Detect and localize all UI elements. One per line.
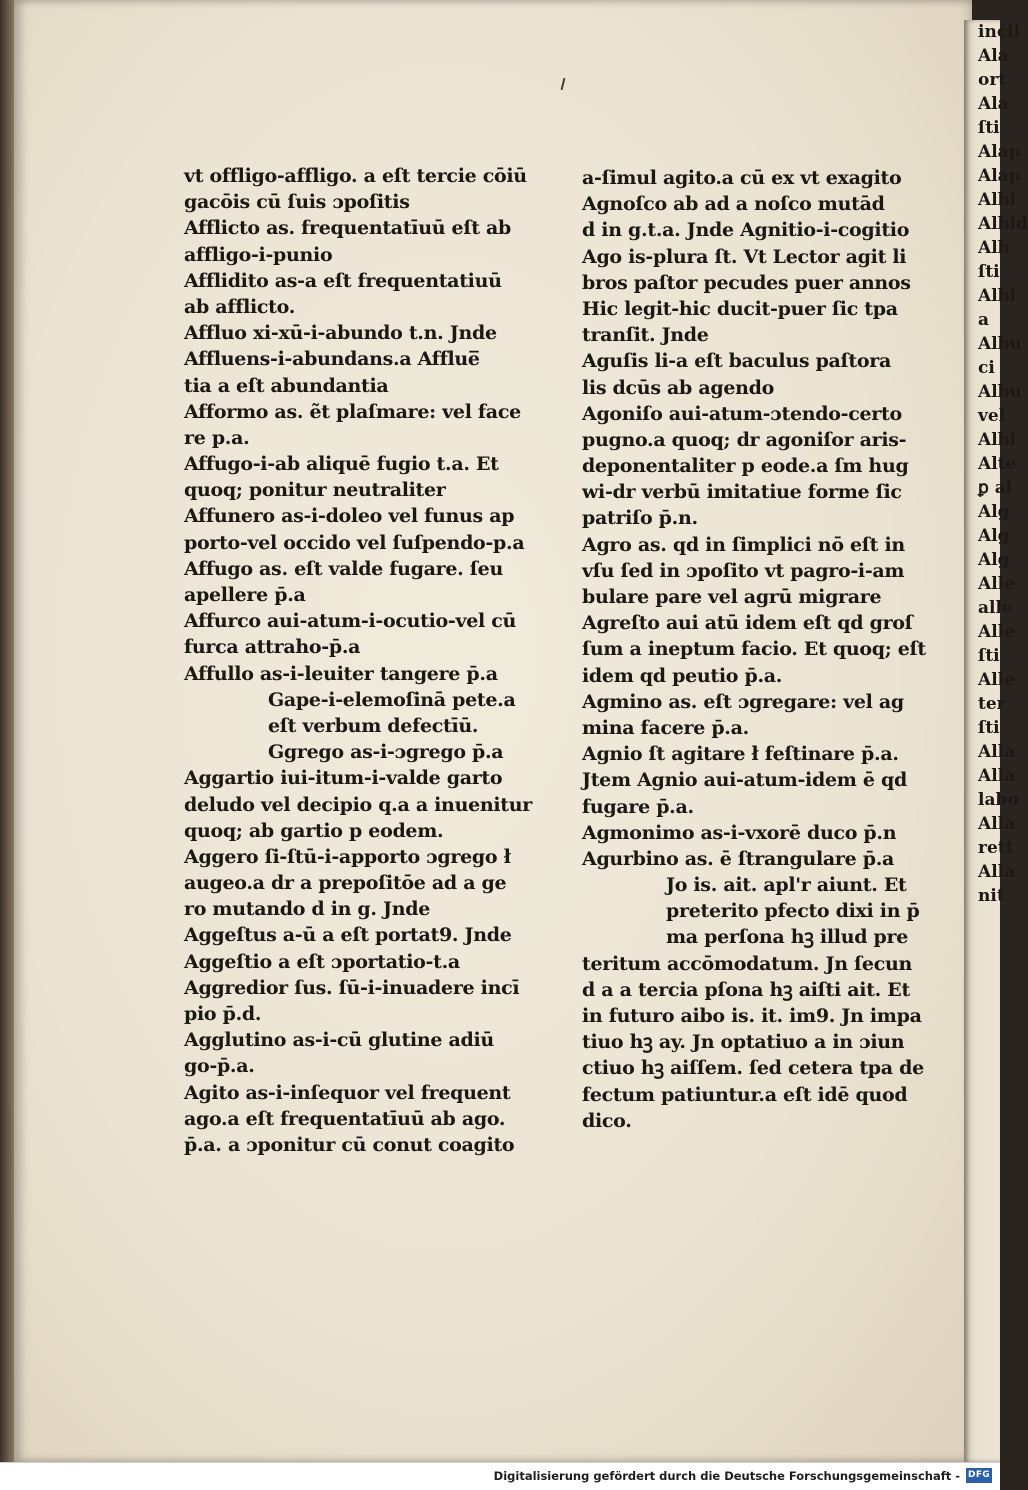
left-column-line: Affurco aui-atum-i-ocutio-vel cū xyxy=(184,610,517,633)
page-mark xyxy=(561,78,566,90)
adjacent-page-fragment: ci xyxy=(978,358,995,378)
left-column-line: deludo vel decipio q.a a inuenitur xyxy=(184,793,533,816)
adjacent-page-fragment: ſti xyxy=(978,718,1000,738)
adjacent-page-fragment: Ala xyxy=(978,94,1009,114)
right-column-line: a-ſimul agito.a cū ex vt exagito xyxy=(582,167,902,189)
right-text-column xyxy=(582,165,926,1134)
adjacent-page-fragment: Alla xyxy=(978,862,1016,882)
adjacent-page-fragment: Alg xyxy=(978,502,1010,522)
adjacent-page-fragment: Albid xyxy=(978,214,1028,234)
left-column-line: ab afflicto. xyxy=(184,295,296,318)
right-column-line: ma perſona hꝫ illud pre xyxy=(666,926,908,949)
left-text-column xyxy=(184,163,533,1158)
adjacent-page-fragment: Albi xyxy=(978,286,1016,306)
left-column-line: vt offligo-affligo. a eſt tercie cōiū xyxy=(184,165,527,187)
adjacent-page-fragment: labo xyxy=(978,790,1019,810)
right-column-line: d a a tercia pſona hꝫ aiſti ait. Et xyxy=(582,978,910,1001)
left-column-line: ro mutando d in g. Jnde xyxy=(184,898,431,921)
right-column-line: tranſit. Jnde xyxy=(582,324,709,347)
adjacent-page-fragment: Alle xyxy=(978,574,1015,594)
left-column-line: Aggeſtus a-ū a eſt portat9. Jnde xyxy=(184,924,512,947)
funding-credit: Digitalisierung gefördert durch die Deutsche Forschungsgemeinschaft - xyxy=(493,1469,960,1483)
right-column-line: bulare pare vel agrū migrare xyxy=(582,586,882,608)
adjacent-page-fragment: ſti xyxy=(978,118,1000,138)
left-column-line: Aggeſtio a eſt ɔportatio-t.a xyxy=(184,950,460,973)
adjacent-page-fragment: Alg xyxy=(978,550,1010,570)
left-column-line: gacōis cū ſuis ɔpoſitis xyxy=(184,191,410,214)
adjacent-page-fragment: Alap xyxy=(978,166,1021,186)
right-column-line: deponentaliter p eode.a ſm hug xyxy=(582,455,909,478)
right-column-line: dico. xyxy=(582,1109,632,1132)
adjacent-page-fragment: Ala xyxy=(978,46,1009,66)
left-column-line: porto-vel occido vel ſuſpendo-p.a xyxy=(184,531,525,554)
adjacent-page-fragment: ter xyxy=(978,694,1006,714)
adjacent-page-fragment: ort xyxy=(978,70,1007,90)
adjacent-page-fragment: Albu xyxy=(978,382,1022,402)
right-column-line: Ago is-plura ſt. Vt Lector agit li xyxy=(582,245,907,268)
left-column-line: Affullo as-i-leuiter tangere p̄.a xyxy=(184,662,498,685)
adjacent-page-fragment: Alla xyxy=(978,814,1016,834)
left-column-line: pio p̄.d. xyxy=(184,1003,262,1025)
left-column-line: Aggredior ſus. ſū-i-inuadere incī xyxy=(184,976,520,999)
left-column-line: eſt verbum defectīū. xyxy=(268,714,479,737)
left-column-line: furca attraho-p̄.a xyxy=(184,636,361,659)
left-column-line: Affugo-i-ab aliquē fugio t.a. Et xyxy=(184,453,499,476)
left-column-line: go-p̄.a. xyxy=(184,1055,255,1078)
left-column-line: quoq; ponitur neutraliter xyxy=(184,479,446,502)
adjacent-page-fragment: ſti xyxy=(978,646,1000,666)
adjacent-page-fragment: Albi xyxy=(978,430,1016,450)
right-column-line: preterito pfecto dixi in p̄ xyxy=(666,900,920,923)
adjacent-page-fragment: Alla xyxy=(978,766,1016,786)
adjacent-page-fragment: Albi xyxy=(978,190,1016,210)
right-column-line: ſum a ineptum facio. Et quoq; eſt xyxy=(582,638,926,661)
adjacent-page-fragment: Alle xyxy=(978,622,1015,642)
left-column-line: Afformo as. ẽt plaſmare: vel face xyxy=(184,400,521,423)
right-column-line: Agmonimo as-i-vxorē duco p̄.n xyxy=(582,821,897,844)
book-spine xyxy=(0,0,14,1462)
adjacent-page-fragment: Albu xyxy=(978,334,1022,354)
left-column-line: Affluens-i-abundans.a Afflue̅ xyxy=(184,348,480,371)
left-column-line: Aggero ſi-ſtū-i-apporto ɔgrego ł xyxy=(184,845,511,868)
left-column-line: re p.a. xyxy=(184,426,250,449)
left-column-line: ago.a eſt frequentatīuū ab ago. xyxy=(184,1107,506,1130)
right-column-line: fectum patiuntur.a eſt idē quod xyxy=(582,1083,908,1106)
right-column-line: Agnoſco ab ad a noſco mutād xyxy=(582,193,885,216)
left-column-line: Afflicto as. frequentatīuū eſt ab xyxy=(184,217,512,240)
adjacent-page-fragment: Alte xyxy=(978,454,1017,474)
dfg-logo: DFG xyxy=(966,1468,992,1483)
adjacent-page-fragment: Alb xyxy=(978,238,1010,258)
right-column-line: in futuro aibo is. it. im9. Jn impa xyxy=(582,1005,922,1027)
adjacent-page-fragment: nit xyxy=(978,886,1005,906)
right-column-line: vſu ſed in ɔpoſito vt pagro-i-am xyxy=(582,559,905,582)
adjacent-page-fragment: ſti xyxy=(978,262,1000,282)
left-column-line: quoq; ab gartio p eodem. xyxy=(184,819,444,842)
right-column-line: Jo is. ait. apl'r aiunt. Et xyxy=(666,874,907,897)
left-column-line: Aggartio iui-itum-i-valde garto xyxy=(184,767,503,790)
left-column-line: apellere p̄.a xyxy=(184,584,306,606)
adjacent-page-fragment: ꝑ al xyxy=(978,478,1013,498)
left-column-line: augeo.a dr a prepoſitōe ad a ge xyxy=(184,872,507,895)
right-column-line: tiuo hꝫ ay. Jn optatiuo a in ɔiun xyxy=(582,1031,905,1054)
adjacent-page-fragment: Alla xyxy=(978,742,1016,762)
right-column-line: teritum accōmodatum. Jn ſecun xyxy=(582,952,912,975)
right-column-line: Agreſto aui atū idem eſt qd groſ xyxy=(582,612,913,635)
right-column-line: Agnio ſt agitare ł feſtinare p̄.a. xyxy=(582,743,899,766)
left-column-line: p̄.a. a ɔponitur cū conut coagito xyxy=(184,1133,515,1156)
right-column-line: lis dcūs ab agendo xyxy=(582,376,774,399)
left-column-line: Ggrego as-i-ɔgrego p̄.a xyxy=(268,741,504,764)
left-column-line: affligo-i-punio xyxy=(184,243,333,266)
adjacent-page-fragment: vel xyxy=(978,406,1006,426)
adjacent-page-fragment: rett xyxy=(978,838,1014,858)
right-column-line: bros paſtor pecudes puer annos xyxy=(582,271,911,294)
right-column-line: Agurbino as. ē ſtrangulare p̄.a xyxy=(582,847,895,870)
adjacent-page-edge xyxy=(964,20,1028,1462)
left-column-line: Affunero as-i-doleo vel funus ap xyxy=(184,505,515,528)
left-column-line: Afflidito as-a eſt frequentatiuū xyxy=(184,269,502,292)
left-column-line: Affluo xi-xū-i-abundo t.n. Jnde xyxy=(184,322,497,345)
right-column-line: Jtem Agnio aui-atum-idem ē qd xyxy=(582,769,907,792)
right-column-line: d in g.t.a. Jnde Agnitio-i-cogitio xyxy=(582,219,910,242)
left-column-line: Agglutino as-i-cū glutine adiū xyxy=(184,1029,494,1052)
right-column-line: Aguſis li-a eſt baculus paſtora xyxy=(582,350,892,373)
left-column-line: Affugo as. eſt valde fugare. ſeu xyxy=(184,557,503,580)
right-column-line: fugare p̄.a. xyxy=(582,795,694,818)
footer-bar xyxy=(0,1462,1000,1490)
adjacent-page-fragment: Alg xyxy=(978,526,1010,546)
left-column-line: Agito as-i-inſequor vel frequent xyxy=(184,1081,511,1104)
right-column-line: Agoniſo aui-atum-ɔtendo-certo xyxy=(582,402,902,425)
right-column-line: Hic legit-hic ducit-puer ſic tpa xyxy=(582,297,898,320)
adjacent-page-fragment: Alle xyxy=(978,670,1015,690)
left-column-line: tia a eſt abundantia xyxy=(184,374,389,397)
right-column-line: idem qd peutio p̄.a. xyxy=(582,664,783,687)
right-column-line: pugno.a quoq; dr agoniſor aris- xyxy=(582,428,907,451)
adjacent-page-fragment: a xyxy=(978,310,990,330)
adjacent-page-fragment: Alap xyxy=(978,142,1021,162)
adjacent-page-fragment: alle xyxy=(978,598,1013,618)
right-column-line: patriſo p̄.n. xyxy=(582,507,698,530)
left-column-line: Gape-i-elemoſinā pete.a xyxy=(268,688,516,711)
right-column-line: mina facere p̄.a. xyxy=(582,716,749,739)
adjacent-page-fragment: incli xyxy=(978,22,1021,42)
right-column-line: Agro as. qd in ſimplici nō eſt in xyxy=(582,533,905,556)
right-column-line: ctiuo hꝫ aiſſem. ſed cetera tpa de xyxy=(582,1057,924,1080)
right-column-line: wi-dr verbū imitatiue forme ſic xyxy=(582,481,902,504)
right-column-line: Agmino as. eſt ɔgregare: vel ag xyxy=(582,690,904,713)
